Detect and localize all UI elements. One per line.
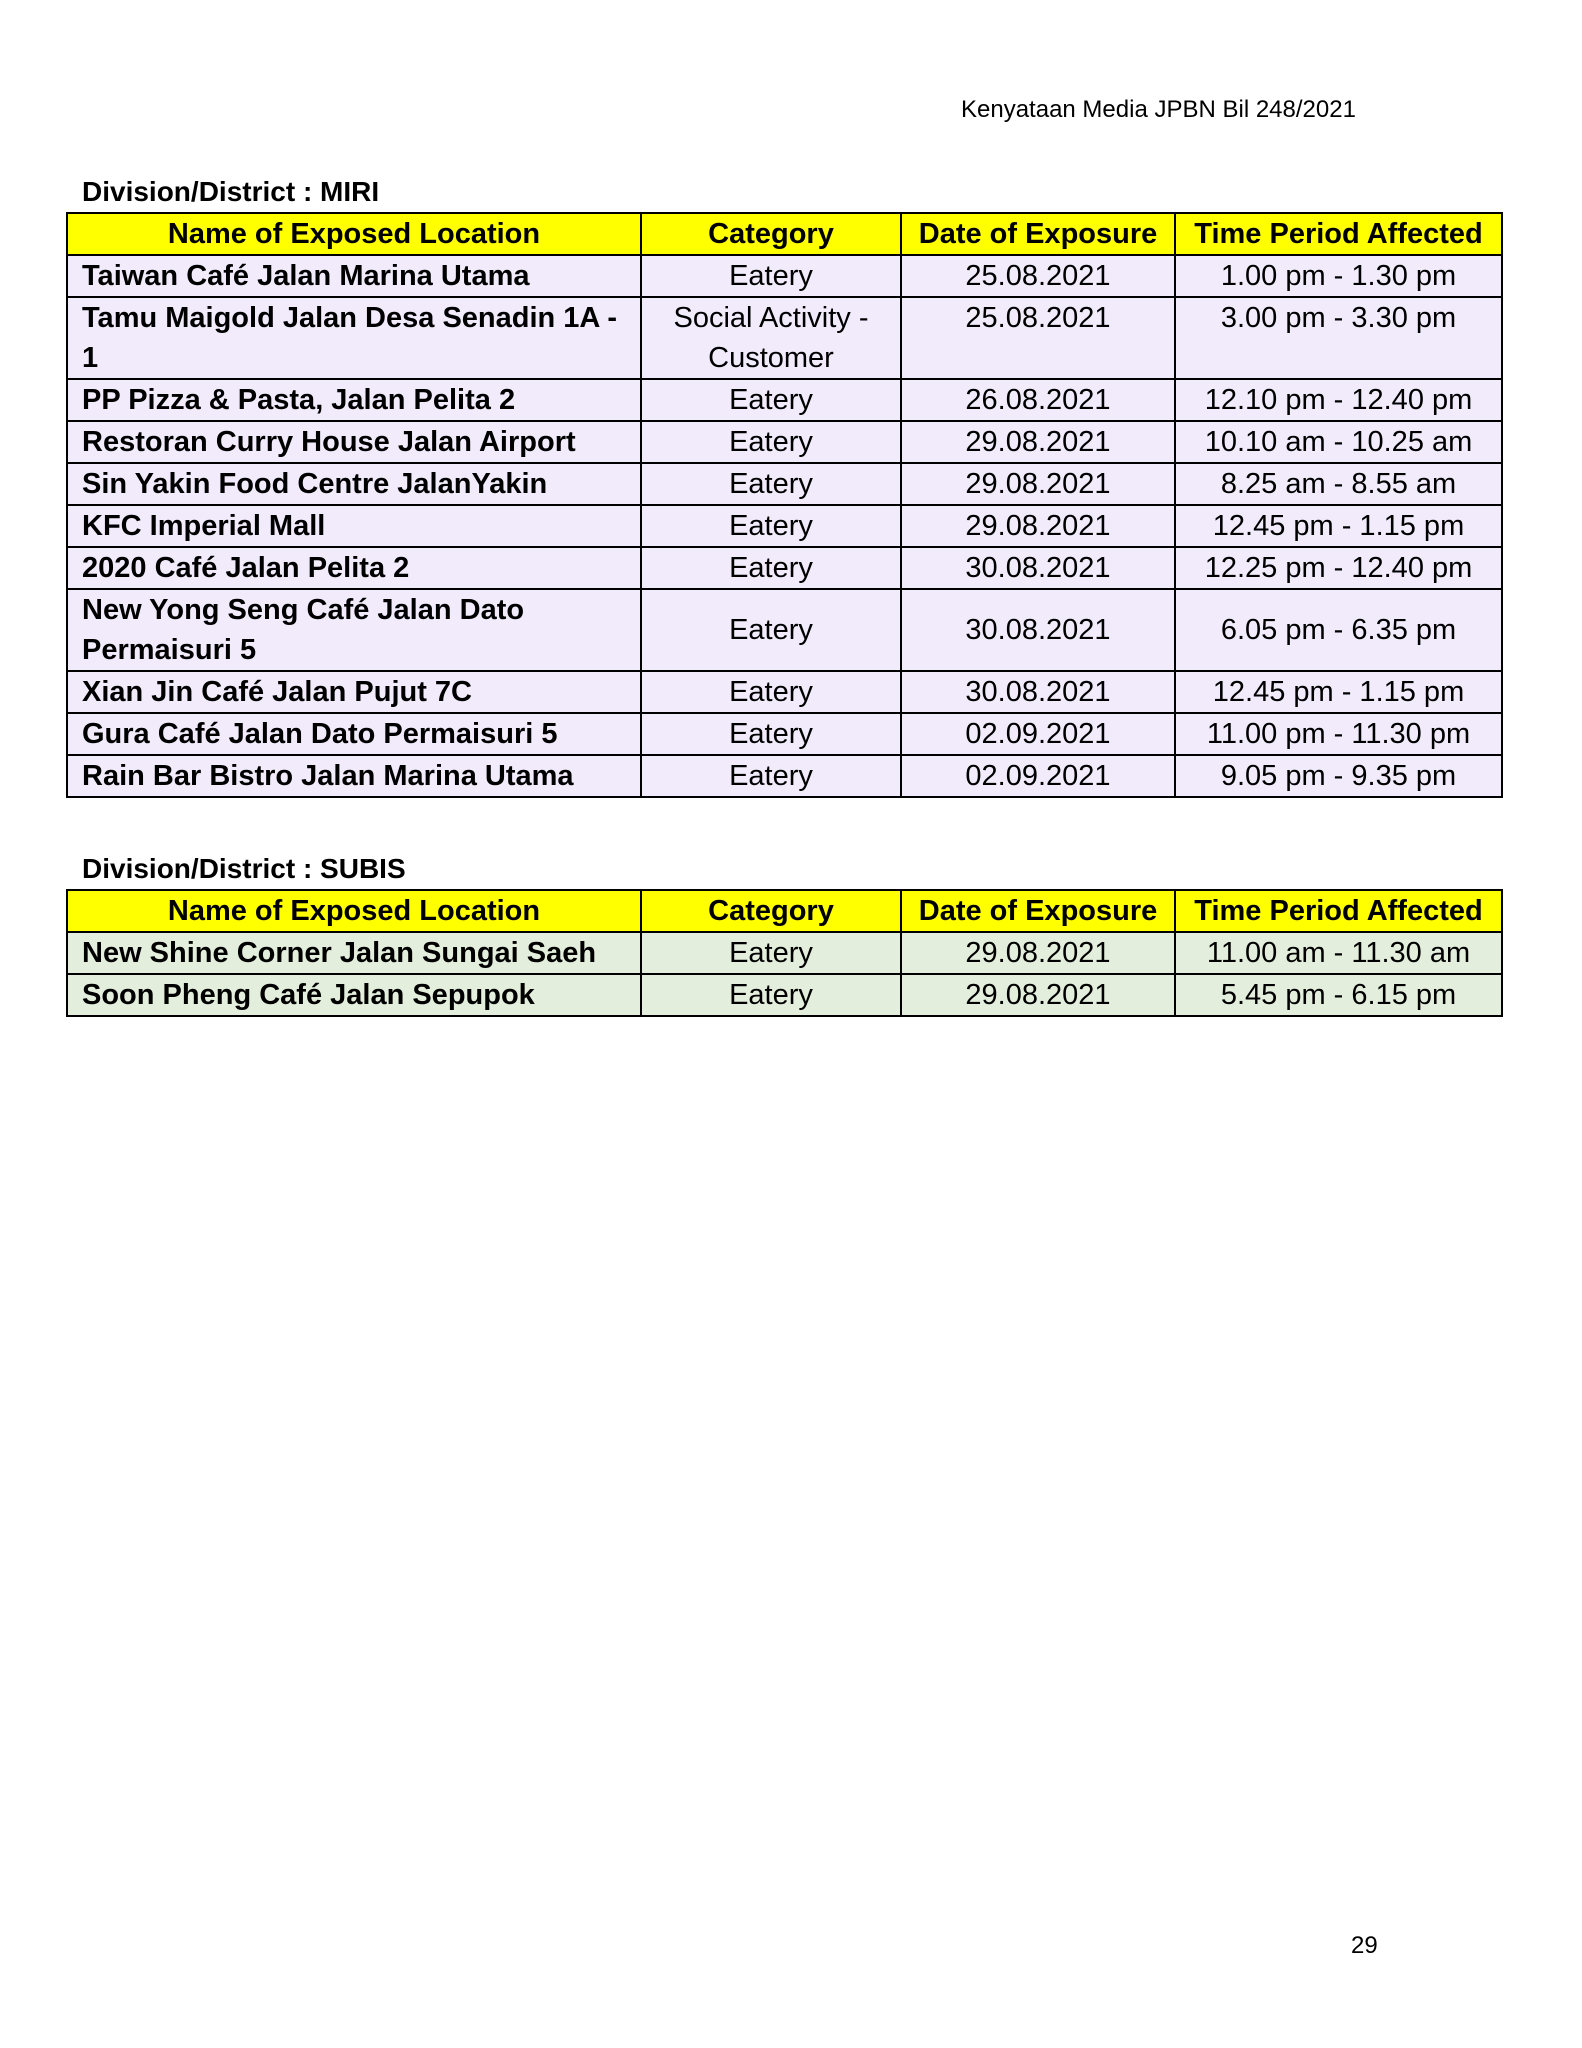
exposure-table-miri <box>66 212 1503 798</box>
column-header-category: Category <box>641 213 901 255</box>
location-cell: New Yong Seng Café Jalan Dato Permaisuri 5 <box>67 589 641 671</box>
table-header-row <box>67 890 1502 932</box>
date-cell: 25.08.2021 <box>901 255 1175 297</box>
time-cell: 3.00 pm - 3.30 pm <box>1175 297 1502 379</box>
table-row <box>67 755 1502 797</box>
category-cell: Eatery <box>641 932 901 974</box>
column-header-location: Name of Exposed Location <box>67 213 641 255</box>
location-cell: KFC Imperial Mall <box>67 505 641 547</box>
time-cell: 9.05 pm - 9.35 pm <box>1175 755 1502 797</box>
time-cell: 5.45 pm - 6.15 pm <box>1175 974 1502 1016</box>
location-cell: PP Pizza & Pasta, Jalan Pelita 2 <box>67 379 641 421</box>
table-row <box>67 255 1502 297</box>
date-cell: 25.08.2021 <box>901 297 1175 379</box>
table-row <box>67 463 1502 505</box>
section-title: Division/District : SUBIS <box>82 853 406 884</box>
date-cell: 29.08.2021 <box>901 932 1175 974</box>
category-cell: Eatery <box>641 974 901 1016</box>
time-cell: 12.45 pm - 1.15 pm <box>1175 505 1502 547</box>
location-cell: Soon Pheng Café Jalan Sepupok <box>67 974 641 1016</box>
table-row <box>67 421 1502 463</box>
time-cell: 6.05 pm - 6.35 pm <box>1175 589 1502 671</box>
table-row <box>67 505 1502 547</box>
category-cell: Eatery <box>641 379 901 421</box>
time-cell: 12.25 pm - 12.40 pm <box>1175 547 1502 589</box>
table-row <box>67 974 1502 1016</box>
location-cell: New Shine Corner Jalan Sungai Saeh <box>67 932 641 974</box>
table-row <box>67 589 1502 671</box>
table-row <box>67 671 1502 713</box>
date-cell: 30.08.2021 <box>901 671 1175 713</box>
column-header-location: Name of Exposed Location <box>67 890 641 932</box>
date-cell: 30.08.2021 <box>901 589 1175 671</box>
category-cell: Eatery <box>641 589 901 671</box>
table-row <box>67 713 1502 755</box>
category-cell: Social Activity - Customer <box>641 297 901 379</box>
time-cell: 11.00 pm - 11.30 pm <box>1175 713 1502 755</box>
time-cell: 12.10 pm - 12.40 pm <box>1175 379 1502 421</box>
date-cell: 02.09.2021 <box>901 713 1175 755</box>
time-cell: 1.00 pm - 1.30 pm <box>1175 255 1502 297</box>
date-cell: 29.08.2021 <box>901 974 1175 1016</box>
category-cell: Eatery <box>641 547 901 589</box>
document-reference: Kenyataan Media JPBN Bil 248/2021 <box>961 96 1356 123</box>
table-header-row <box>67 213 1502 255</box>
category-cell: Eatery <box>641 755 901 797</box>
date-cell: 02.09.2021 <box>901 755 1175 797</box>
table-row <box>67 297 1502 379</box>
section-title: Division/District : MIRI <box>82 176 380 207</box>
location-cell: Restoran Curry House Jalan Airport <box>67 421 641 463</box>
location-cell: Tamu Maigold Jalan Desa Senadin 1A - 1 <box>67 297 641 379</box>
section-miri <box>66 172 1501 798</box>
date-cell: 29.08.2021 <box>901 463 1175 505</box>
time-cell: 11.00 am - 11.30 am <box>1175 932 1502 974</box>
column-header-time: Time Period Affected <box>1175 890 1502 932</box>
location-cell: Rain Bar Bistro Jalan Marina Utama <box>67 755 641 797</box>
date-cell: 30.08.2021 <box>901 547 1175 589</box>
category-cell: Eatery <box>641 463 901 505</box>
location-cell: 2020 Café Jalan Pelita 2 <box>67 547 641 589</box>
category-cell: Eatery <box>641 255 901 297</box>
category-cell: Eatery <box>641 421 901 463</box>
table-row <box>67 547 1502 589</box>
table-row <box>67 932 1502 974</box>
category-cell: Eatery <box>641 505 901 547</box>
date-cell: 26.08.2021 <box>901 379 1175 421</box>
table-row <box>67 379 1502 421</box>
date-cell: 29.08.2021 <box>901 505 1175 547</box>
column-header-date: Date of Exposure <box>901 890 1175 932</box>
location-cell: Sin Yakin Food Centre JalanYakin <box>67 463 641 505</box>
time-cell: 12.45 pm - 1.15 pm <box>1175 671 1502 713</box>
category-cell: Eatery <box>641 713 901 755</box>
location-cell: Xian Jin Café Jalan Pujut 7C <box>67 671 641 713</box>
column-header-time: Time Period Affected <box>1175 213 1502 255</box>
exposure-table-subis <box>66 889 1503 1017</box>
page-number: 29 <box>1351 1932 1378 1959</box>
column-header-date: Date of Exposure <box>901 213 1175 255</box>
date-cell: 29.08.2021 <box>901 421 1175 463</box>
section-subis <box>66 849 1501 1017</box>
time-cell: 8.25 am - 8.55 am <box>1175 463 1502 505</box>
location-cell: Taiwan Café Jalan Marina Utama <box>67 255 641 297</box>
location-cell: Gura Café Jalan Dato Permaisuri 5 <box>67 713 641 755</box>
time-cell: 10.10 am - 10.25 am <box>1175 421 1502 463</box>
column-header-category: Category <box>641 890 901 932</box>
category-cell: Eatery <box>641 671 901 713</box>
